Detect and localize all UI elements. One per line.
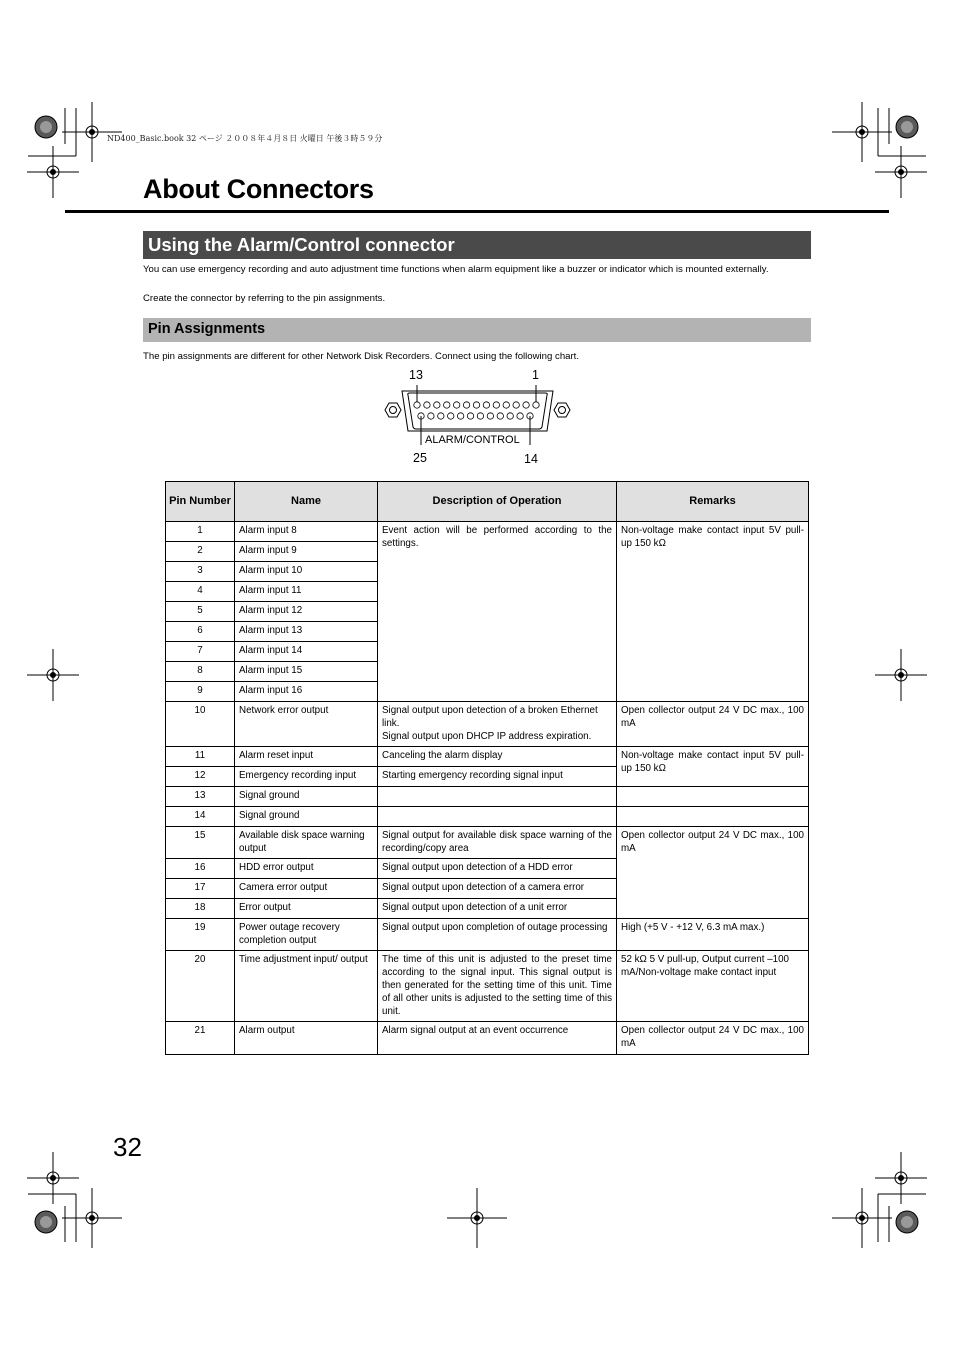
connector-pin-hole [448, 413, 454, 419]
connector-pin-hole [463, 402, 469, 408]
file-info-header: ND400_Basic.book 32 ページ ２００８年４月８日 火曜日 午後３時５９分 [107, 134, 383, 143]
pin-remarks: Open collector output 24 V DC max., 100 mA [617, 702, 809, 747]
table-row [166, 1022, 809, 1055]
pin-description: Signal output upon detection of a camera error [378, 879, 617, 899]
connector-pin-hole [487, 413, 493, 419]
pin-name: Alarm input 14 [235, 642, 378, 662]
subsection-heading: Pin Assignments [143, 318, 811, 342]
pin-description-empty [378, 807, 617, 827]
pin-name: Alarm input 15 [235, 662, 378, 682]
section-intro-2: Create the connector by referring to the pin assignments. [143, 293, 386, 304]
pin-remarks-empty [617, 787, 809, 807]
connector-pin-hole [424, 402, 430, 408]
pin-number: 8 [166, 662, 235, 682]
pin-remarks: Non-voltage make contact input 5V pull-up 150 kΩ [617, 522, 809, 702]
pin-number: 19 [166, 919, 235, 951]
pin-number: 6 [166, 622, 235, 642]
pin-description: Alarm signal output at an event occurrence [378, 1022, 617, 1055]
table-row [166, 827, 809, 859]
pin-assignment-table [165, 481, 809, 1055]
pin-number: 11 [166, 747, 235, 767]
pin-description: Canceling the alarm display [378, 747, 617, 767]
pin-number: 20 [166, 951, 235, 1022]
pin-name: Alarm input 11 [235, 582, 378, 602]
table-row [166, 787, 809, 807]
pin-description-line: Signal output upon detection of a broken Ethernet link. [382, 705, 598, 729]
table-header-row [166, 482, 809, 522]
pin-name: Alarm input 9 [235, 542, 378, 562]
title-rule [65, 210, 889, 213]
pin-name: Signal ground [235, 807, 378, 827]
header-pin-number: Pin Number [166, 482, 235, 522]
pin-description: Signal output for available disk space warning of the recording/copy area [378, 827, 617, 859]
pin-number: 16 [166, 859, 235, 879]
pin-number: 18 [166, 899, 235, 919]
header-description: Description of Operation [378, 482, 617, 522]
pin-description: The time of this unit is adjusted to the preset time according to the signal input. This signal output is then generated for the setting time of this unit. Time of all other units is adjusted to the setting time of this unit. [378, 951, 617, 1022]
pin-label-1: 1 [532, 368, 539, 382]
pin-name: Alarm reset input [235, 747, 378, 767]
pin-description: Signal output upon detection of a unit error [378, 899, 617, 919]
connector-name: ALARM/CONTROL [425, 434, 520, 446]
pin-remarks: Open collector output 24 V DC max., 100 mA [617, 1022, 809, 1055]
pin-number: 13 [166, 787, 235, 807]
pin-description [378, 702, 617, 747]
pin-number: 21 [166, 1022, 235, 1055]
pin-remarks: 52 kΩ 5 V pull-up, Output current –100 mA/Non-voltage make contact input [617, 951, 809, 1022]
section-intro-1: You can use emergency recording and auto adjustment time functions when alarm equipment like a buzzer or indicator which is mounted externally. [143, 264, 769, 275]
table-row [166, 919, 809, 951]
header-name: Name [235, 482, 378, 522]
pin-number: 7 [166, 642, 235, 662]
pin-number: 4 [166, 582, 235, 602]
subsection-intro: The pin assignments are different for other Network Disk Recorders. Connect using the following chart. [143, 351, 580, 362]
pin-remarks: Non-voltage make contact input 5V pull-up 150 kΩ [617, 747, 809, 787]
pin-description: Event action will be performed according to the settings. [378, 522, 617, 702]
pin-description: Signal output upon completion of outage processing [378, 919, 617, 951]
connector-pin-hole [434, 402, 440, 408]
connector-pin-hole [523, 402, 529, 408]
pin-name: Camera error output [235, 879, 378, 899]
pin-number: 3 [166, 562, 235, 582]
connector-pin-hole [438, 413, 444, 419]
connector-pin-hole [457, 413, 463, 419]
pin-description: Signal output upon detection of a HDD error [378, 859, 617, 879]
table-row [166, 702, 809, 747]
header-remarks: Remarks [617, 482, 809, 522]
connector-pin-hole [533, 402, 539, 408]
pin-name: Time adjustment input/ output [235, 951, 378, 1022]
pin-remarks: Open collector output 24 V DC max., 100 mA [617, 827, 809, 919]
pin-name: Network error output [235, 702, 378, 747]
pin-name: Error output [235, 899, 378, 919]
pin-description-empty [378, 787, 617, 807]
connector-pin-hole [493, 402, 499, 408]
connector-pin-hole [414, 402, 420, 408]
connector-pin-hole [507, 413, 513, 419]
pin-description: Starting emergency recording signal input [378, 767, 617, 787]
pin-number: 15 [166, 827, 235, 859]
pin-number: 2 [166, 542, 235, 562]
page-title: About Connectors [143, 174, 374, 204]
pin-number: 14 [166, 807, 235, 827]
pin-name: Alarm input 13 [235, 622, 378, 642]
connector-pin-hole [517, 413, 523, 419]
pin-name: Alarm output [235, 1022, 378, 1055]
pin-remarks: High (+5 V - +12 V, 6.3 mA max.) [617, 919, 809, 951]
table-row [166, 807, 809, 827]
pin-number: 17 [166, 879, 235, 899]
pin-name: Alarm input 8 [235, 522, 378, 542]
pin-name: Alarm input 12 [235, 602, 378, 622]
pin-name: Power outage recovery completion output [235, 919, 378, 951]
connector-pin-hole [513, 402, 519, 408]
connector-pin-hole [477, 413, 483, 419]
connector-pin-hole [473, 402, 479, 408]
table-row [166, 951, 809, 1022]
connector-pin-hole [483, 402, 489, 408]
connector-pin-hole [428, 413, 434, 419]
pin-name: Alarm input 10 [235, 562, 378, 582]
pin-name: Available disk space warning output [235, 827, 378, 859]
table-row [166, 747, 809, 767]
page-number: 32 [113, 1132, 142, 1162]
connector-pin-hole [444, 402, 450, 408]
pin-name: HDD error output [235, 859, 378, 879]
pin-number: 5 [166, 602, 235, 622]
pin-number: 9 [166, 682, 235, 702]
pin-number: 10 [166, 702, 235, 747]
pin-label-14: 14 [524, 452, 538, 466]
pin-label-13: 13 [409, 368, 423, 382]
pin-name: Signal ground [235, 787, 378, 807]
pin-description-line: Signal output upon DHCP IP address expiration. [382, 731, 592, 742]
connector-pin-hole [497, 413, 503, 419]
connector-pin-hole [467, 413, 473, 419]
table-row [166, 522, 809, 542]
pin-name: Emergency recording input [235, 767, 378, 787]
connector-pin-hole [453, 402, 459, 408]
pin-remarks-empty [617, 807, 809, 827]
section-heading: Using the Alarm/Control connector [143, 231, 811, 259]
pin-label-25: 25 [413, 451, 427, 465]
pin-number: 12 [166, 767, 235, 787]
connector-pin-hole [503, 402, 509, 408]
pin-name: Alarm input 16 [235, 682, 378, 702]
pin-number: 1 [166, 522, 235, 542]
